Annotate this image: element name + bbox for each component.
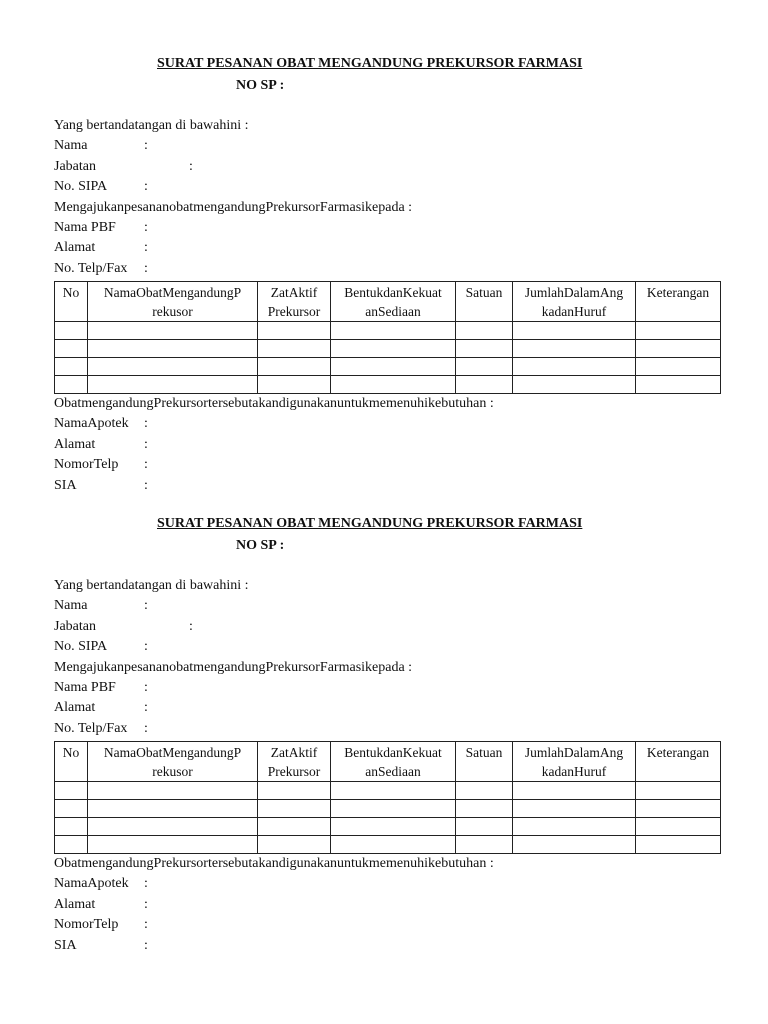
field-nama bbox=[54, 596, 148, 616]
no-sp-label: NO SP : bbox=[236, 78, 285, 93]
table-row bbox=[55, 782, 721, 800]
field-label: Nama PBF bbox=[54, 680, 116, 695]
table-cell[interactable] bbox=[513, 782, 636, 800]
table-cell[interactable] bbox=[258, 800, 331, 818]
table-cell[interactable] bbox=[456, 818, 513, 836]
field-colon: : bbox=[144, 437, 148, 452]
table-cell[interactable] bbox=[513, 322, 636, 340]
header-text: kadanHuruf bbox=[541, 764, 607, 779]
field-colon: : bbox=[144, 598, 148, 613]
table-row bbox=[55, 800, 721, 818]
field-nama bbox=[54, 136, 148, 156]
table-cell[interactable] bbox=[331, 836, 456, 854]
field-label: Nama PBF bbox=[54, 220, 116, 235]
table-cell[interactable] bbox=[331, 782, 456, 800]
table-cell[interactable] bbox=[88, 322, 258, 340]
table-cell[interactable] bbox=[258, 358, 331, 376]
field-colon: : bbox=[189, 619, 193, 634]
table-cell[interactable] bbox=[636, 340, 721, 358]
header-text: Keterangan bbox=[646, 285, 710, 300]
table-cell[interactable] bbox=[258, 322, 331, 340]
field-alamat-pbf bbox=[54, 238, 148, 258]
field-alamat-apotek bbox=[54, 435, 148, 455]
field-colon: : bbox=[144, 639, 148, 654]
header-text: No bbox=[62, 745, 80, 760]
field-colon: : bbox=[144, 897, 148, 912]
header-zat-aktif bbox=[258, 282, 331, 322]
table-cell[interactable] bbox=[456, 836, 513, 854]
table-cell[interactable] bbox=[456, 358, 513, 376]
field-label: Jabatan bbox=[54, 159, 96, 174]
intro-text: Yang bertandatangan di bawahini : bbox=[54, 118, 249, 133]
order-table bbox=[54, 741, 721, 854]
header-text: Satuan bbox=[465, 285, 503, 300]
table-cell[interactable] bbox=[88, 836, 258, 854]
table-cell[interactable] bbox=[513, 376, 636, 394]
table-cell[interactable] bbox=[636, 836, 721, 854]
field-label: Nama bbox=[54, 598, 88, 613]
field-label: No. Telp/Fax bbox=[54, 721, 128, 736]
table-cell[interactable] bbox=[331, 800, 456, 818]
table-header-row bbox=[55, 282, 721, 322]
table-cell[interactable] bbox=[55, 818, 88, 836]
form-title: SURAT PESANAN OBAT MENGANDUNG PREKURSOR FARMASI bbox=[157, 516, 583, 531]
header-text: ZatAktif bbox=[270, 285, 318, 300]
header-bentuk bbox=[331, 742, 456, 782]
field-no-sipa bbox=[54, 637, 148, 657]
table-cell[interactable] bbox=[331, 358, 456, 376]
form-title: SURAT PESANAN OBAT MENGANDUNG PREKURSOR FARMASI bbox=[157, 56, 583, 71]
table-cell[interactable] bbox=[88, 376, 258, 394]
table-cell[interactable] bbox=[258, 836, 331, 854]
table-cell[interactable] bbox=[636, 818, 721, 836]
table-cell[interactable] bbox=[636, 800, 721, 818]
field-label: Alamat bbox=[54, 240, 96, 255]
header-text: JumlahDalamAng bbox=[524, 285, 624, 300]
table-cell[interactable] bbox=[636, 322, 721, 340]
field-label: Alamat bbox=[54, 700, 96, 715]
no-sp-label: NO SP : bbox=[236, 538, 285, 553]
table-cell[interactable] bbox=[636, 376, 721, 394]
table-cell[interactable] bbox=[88, 818, 258, 836]
table-row bbox=[55, 340, 721, 358]
field-label: NomorTelp bbox=[54, 917, 119, 932]
field-label: NomorTelp bbox=[54, 457, 119, 472]
header-zat-aktif bbox=[258, 742, 331, 782]
field-colon: : bbox=[144, 179, 148, 194]
header-text: Prekursor bbox=[267, 304, 321, 319]
field-nama-pbf bbox=[54, 678, 148, 698]
header-text: kadanHuruf bbox=[541, 304, 607, 319]
usage-line: ObatmengandungPrekursortersebutakandigunakanuntukmemenuhikebutuhan : bbox=[54, 396, 494, 411]
field-nama-apotek bbox=[54, 414, 148, 434]
field-colon: : bbox=[144, 478, 148, 493]
table-cell[interactable] bbox=[88, 340, 258, 358]
table-cell[interactable] bbox=[88, 782, 258, 800]
intro-text: Yang bertandatangan di bawahini : bbox=[54, 578, 249, 593]
field-colon: : bbox=[144, 261, 148, 276]
field-colon: : bbox=[144, 138, 148, 153]
table-cell[interactable] bbox=[88, 358, 258, 376]
field-label: NamaApotek bbox=[54, 876, 129, 891]
order-table bbox=[54, 281, 721, 394]
table-cell[interactable] bbox=[513, 800, 636, 818]
field-colon: : bbox=[144, 876, 148, 891]
field-telp-fax bbox=[54, 719, 148, 739]
header-text: JumlahDalamAng bbox=[524, 745, 624, 760]
header-satuan bbox=[456, 282, 513, 322]
header-text: Prekursor bbox=[267, 764, 321, 779]
table-cell[interactable] bbox=[55, 358, 88, 376]
table-row bbox=[55, 322, 721, 340]
field-nomor-telp bbox=[54, 915, 148, 935]
usage-line: ObatmengandungPrekursortersebutakandigunakanuntukmemenuhikebutuhan : bbox=[54, 856, 494, 871]
header-satuan bbox=[456, 742, 513, 782]
header-text: rekusor bbox=[152, 764, 193, 779]
header-text: Satuan bbox=[465, 745, 503, 760]
table-cell[interactable] bbox=[331, 818, 456, 836]
header-no bbox=[55, 282, 88, 322]
field-label: Jabatan bbox=[54, 619, 96, 634]
header-text: BentukdanKekuat bbox=[344, 285, 442, 300]
table-cell[interactable] bbox=[55, 836, 88, 854]
field-no-sipa bbox=[54, 177, 148, 197]
field-label: No. Telp/Fax bbox=[54, 261, 128, 276]
table-cell[interactable] bbox=[258, 782, 331, 800]
table-cell[interactable] bbox=[513, 836, 636, 854]
field-label: NamaApotek bbox=[54, 416, 129, 431]
field-nama-pbf bbox=[54, 218, 148, 238]
table-row bbox=[55, 818, 721, 836]
table-cell[interactable] bbox=[258, 340, 331, 358]
table-row bbox=[55, 376, 721, 394]
table-cell[interactable] bbox=[331, 376, 456, 394]
table-row bbox=[55, 358, 721, 376]
table-cell[interactable] bbox=[513, 818, 636, 836]
request-line: MengajukanpesananobatmengandungPrekursorFarmasikepada : bbox=[54, 660, 413, 675]
field-label: Alamat bbox=[54, 437, 96, 452]
field-alamat-apotek bbox=[54, 895, 148, 915]
table-header-row bbox=[55, 742, 721, 782]
table-cell[interactable] bbox=[55, 340, 88, 358]
header-text: BentukdanKekuat bbox=[344, 745, 442, 760]
table-cell[interactable] bbox=[513, 340, 636, 358]
header-text: No bbox=[62, 285, 80, 300]
header-nama-obat bbox=[88, 742, 258, 782]
table-cell[interactable] bbox=[636, 358, 721, 376]
header-text: anSediaan bbox=[365, 764, 421, 779]
field-label: Alamat bbox=[54, 897, 96, 912]
field-label: SIA bbox=[54, 938, 77, 953]
table-cell[interactable] bbox=[55, 376, 88, 394]
header-text: Keterangan bbox=[646, 745, 710, 760]
field-label: No. SIPA bbox=[54, 639, 108, 654]
table-cell[interactable] bbox=[456, 322, 513, 340]
field-colon: : bbox=[144, 680, 148, 695]
table-cell[interactable] bbox=[55, 800, 88, 818]
header-keterangan bbox=[636, 282, 721, 322]
header-text: ZatAktif bbox=[270, 745, 318, 760]
field-label: No. SIPA bbox=[54, 179, 108, 194]
table-cell[interactable] bbox=[456, 340, 513, 358]
field-colon: : bbox=[144, 917, 148, 932]
header-jumlah bbox=[513, 282, 636, 322]
request-line: MengajukanpesananobatmengandungPrekursorFarmasikepada : bbox=[54, 200, 413, 215]
field-colon: : bbox=[189, 159, 193, 174]
field-telp-fax bbox=[54, 259, 148, 279]
field-sia bbox=[54, 936, 148, 956]
table-cell[interactable] bbox=[456, 800, 513, 818]
table-cell[interactable] bbox=[636, 782, 721, 800]
table-row bbox=[55, 836, 721, 854]
header-bentuk bbox=[331, 282, 456, 322]
field-colon: : bbox=[144, 721, 148, 736]
order-form-1 bbox=[0, 0, 768, 493]
field-label: SIA bbox=[54, 478, 77, 493]
header-nama-obat bbox=[88, 282, 258, 322]
header-no bbox=[55, 742, 88, 782]
field-nama-apotek bbox=[54, 874, 148, 894]
table-cell[interactable] bbox=[55, 782, 88, 800]
table-cell[interactable] bbox=[55, 322, 88, 340]
header-keterangan bbox=[636, 742, 721, 782]
table-cell[interactable] bbox=[456, 376, 513, 394]
table-cell[interactable] bbox=[258, 376, 331, 394]
field-colon: : bbox=[144, 416, 148, 431]
field-jabatan bbox=[54, 617, 193, 637]
order-form-2 bbox=[0, 460, 768, 953]
field-colon: : bbox=[144, 700, 148, 715]
table-cell[interactable] bbox=[456, 782, 513, 800]
table-cell[interactable] bbox=[331, 340, 456, 358]
header-text: anSediaan bbox=[365, 304, 421, 319]
field-label: Nama bbox=[54, 138, 88, 153]
header-jumlah bbox=[513, 742, 636, 782]
field-colon: : bbox=[144, 457, 148, 472]
header-text: NamaObatMengandungP bbox=[103, 285, 242, 300]
field-alamat-pbf bbox=[54, 698, 148, 718]
field-colon: : bbox=[144, 240, 148, 255]
header-text: rekusor bbox=[152, 304, 193, 319]
table-cell[interactable] bbox=[258, 818, 331, 836]
table-cell[interactable] bbox=[513, 358, 636, 376]
table-cell[interactable] bbox=[331, 322, 456, 340]
table-cell[interactable] bbox=[88, 800, 258, 818]
field-jabatan bbox=[54, 157, 193, 177]
header-text: NamaObatMengandungP bbox=[103, 745, 242, 760]
field-colon: : bbox=[144, 220, 148, 235]
field-colon: : bbox=[144, 938, 148, 953]
